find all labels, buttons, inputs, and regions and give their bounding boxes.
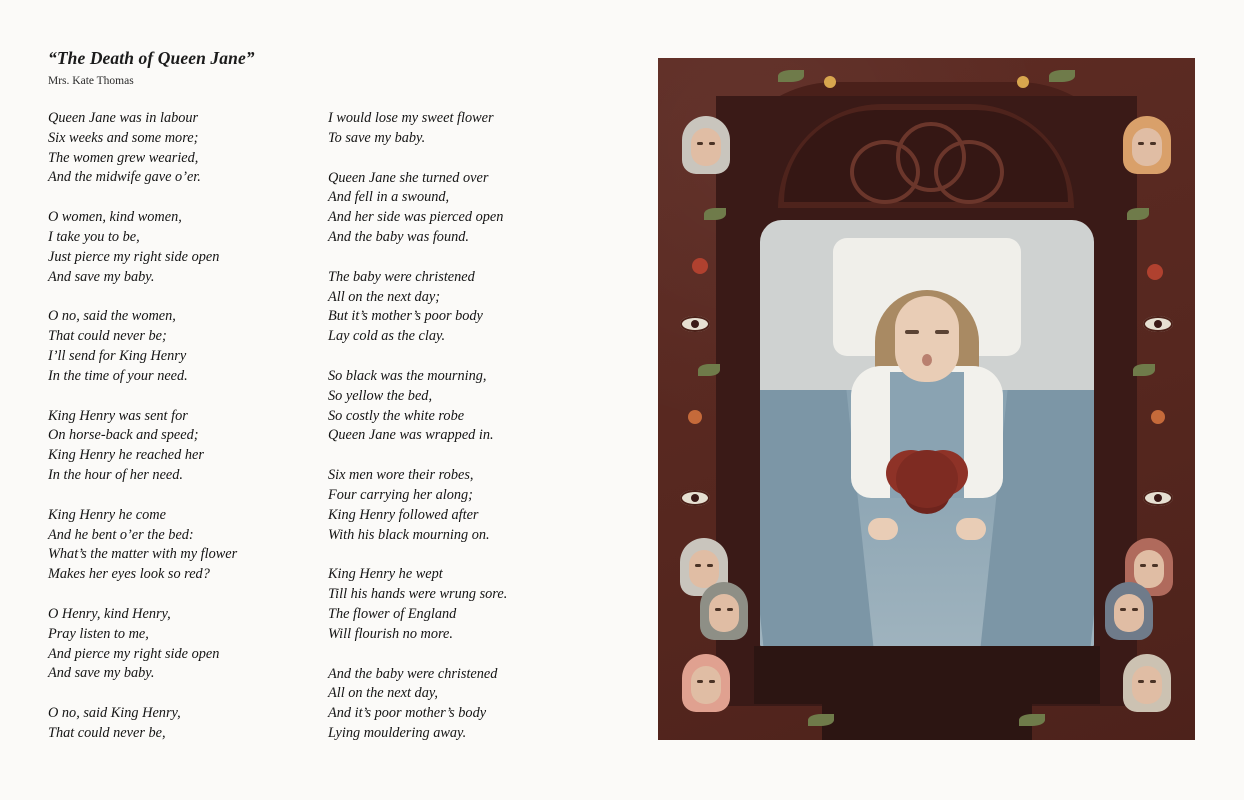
eye-ornament-icon — [1143, 316, 1173, 332]
poem-line: Six weeks and some more; — [48, 129, 199, 146]
stanza — [48, 307, 276, 386]
queen-eye-left — [905, 330, 919, 334]
mourner-bottom-right — [1123, 654, 1171, 712]
eye-ornament-icon — [680, 316, 710, 332]
poem-line: And the baby was found. — [328, 228, 469, 245]
poem-line: Lay cold as the clay. — [328, 328, 446, 345]
border-flower — [692, 258, 708, 274]
poem-line: And save my baby. — [48, 665, 155, 682]
poem-line: To save my baby. — [328, 129, 426, 146]
poem-line: Four carrying her along; — [328, 486, 473, 503]
poem-line: That could never be, — [48, 724, 166, 741]
stanza — [328, 665, 556, 744]
mourner-top-left — [682, 116, 730, 174]
poem-column-left — [48, 109, 276, 764]
stanza — [48, 208, 276, 287]
poem-line: That could never be; — [48, 328, 167, 345]
poem-line: So yellow the bed, — [328, 387, 433, 404]
border-leaf — [704, 208, 726, 220]
border-leaf — [1049, 70, 1075, 82]
poem-line: King Henry he come — [48, 506, 166, 523]
poem-author: Mrs. Kate Thomas — [48, 75, 134, 87]
poem-line: And her side was pierced open — [328, 209, 504, 226]
border-flower — [1151, 410, 1165, 424]
stanza — [48, 407, 276, 486]
border-leaf — [1019, 714, 1045, 726]
bed — [760, 220, 1094, 648]
border-leaf — [808, 714, 834, 726]
bed-base — [754, 646, 1100, 704]
stanza — [328, 367, 556, 446]
poem-line: O no, said the women, — [48, 308, 176, 325]
poem-line: King Henry he reached her — [48, 447, 204, 464]
poem-line: In the hour of her need. — [48, 466, 183, 483]
poem-line: The women grew wearied, — [48, 149, 199, 166]
mourner-top-right — [1123, 116, 1171, 174]
stanza — [48, 109, 276, 188]
border-leaf — [1133, 364, 1155, 376]
queen-face — [895, 296, 959, 382]
poem-line: King Henry was sent for — [48, 407, 188, 424]
poem-line: Six men wore their robes, — [328, 467, 474, 484]
poem-line: But it’s mother’s poor body — [328, 308, 483, 325]
eye-ornament-icon — [680, 490, 710, 506]
poem-line: Queen Jane was wrapped in. — [328, 427, 494, 444]
poem-line: And he bent o’er the bed: — [48, 526, 194, 543]
poem-line: The flower of England — [328, 605, 457, 622]
poem-line: King Henry followed after — [328, 506, 479, 523]
poem-line: Till his hands were wrung sore. — [328, 586, 508, 603]
stanza — [328, 466, 556, 545]
poem-line: Lying mouldering away. — [328, 724, 467, 741]
poem-line: I would lose my sweet flower — [328, 110, 494, 126]
stanza — [328, 109, 556, 149]
scrollwork-ornament — [812, 114, 1042, 206]
poem-line: The baby were christened — [328, 268, 475, 285]
poem-line: On horse-back and speed; — [48, 427, 199, 444]
border-flower — [824, 76, 836, 88]
queen-hand-left — [868, 518, 898, 540]
poem-line: Pray listen to me, — [48, 625, 149, 642]
mourner-bottom-left — [682, 654, 730, 712]
illustration-pane — [640, 0, 1244, 800]
poem-line: Queen Jane was in labour — [48, 110, 199, 126]
queen-mouth — [922, 354, 932, 366]
poem-columns — [48, 109, 640, 764]
poem-line: And pierce my right side open — [48, 645, 220, 662]
poem-line: I take you to be, — [48, 228, 140, 245]
poem-line: O no, said King Henry, — [48, 705, 181, 722]
border-leaf — [778, 70, 804, 82]
poem-line: And it’s poor mother’s body — [328, 705, 487, 722]
poem-line: All on the next day; — [328, 288, 440, 305]
border-flower — [1017, 76, 1029, 88]
poem-line: And save my baby. — [48, 268, 155, 285]
poem-line: And the baby were christened — [328, 665, 498, 682]
poem-line: What’s the matter with my flower — [48, 546, 238, 563]
poem-line: And fell in a swound, — [328, 189, 450, 206]
stanza — [328, 565, 556, 644]
poem-line: And the midwife gave o’er. — [48, 169, 201, 186]
stanza — [328, 268, 556, 347]
queen-eye-right — [935, 330, 949, 334]
stanza — [328, 169, 556, 248]
poem-line: O women, kind women, — [48, 209, 182, 226]
stanza — [48, 506, 276, 585]
poem-line: King Henry he wept — [328, 566, 443, 583]
page-title: “The Death of Queen Jane” — [48, 48, 255, 68]
illustration-queen-jane — [658, 58, 1195, 740]
queen-hand-right — [956, 518, 986, 540]
poem-line: O Henry, kind Henry, — [48, 605, 171, 622]
poem-line: Makes her eyes look so red? — [48, 566, 210, 583]
stanza — [48, 605, 276, 684]
poem-line: In the time of your need. — [48, 367, 188, 384]
poem-line: Just pierce my right side open — [48, 248, 220, 265]
poem-line: So costly the white robe — [328, 407, 465, 424]
border-flower — [688, 410, 702, 424]
poem-line: With his black mourning on. — [328, 526, 490, 543]
border-leaf — [698, 364, 720, 376]
poem-line: Will flourish no more. — [328, 625, 453, 642]
poem-line: Queen Jane she turned over — [328, 169, 489, 186]
border-leaf — [1127, 208, 1149, 220]
eye-ornament-icon — [1143, 490, 1173, 506]
stanza — [48, 704, 276, 744]
poem-line: I’ll send for King Henry — [48, 347, 187, 364]
mourner-lower-left — [700, 582, 748, 640]
poem-column-right — [328, 109, 556, 764]
floor-shadow — [822, 700, 1032, 740]
poem-line: All on the next day, — [328, 685, 438, 702]
poem-line: So black was the mourning, — [328, 367, 487, 384]
red-flower-bouquet — [896, 450, 958, 508]
mourner-lower-right — [1105, 582, 1153, 640]
border-flower — [1147, 264, 1163, 280]
